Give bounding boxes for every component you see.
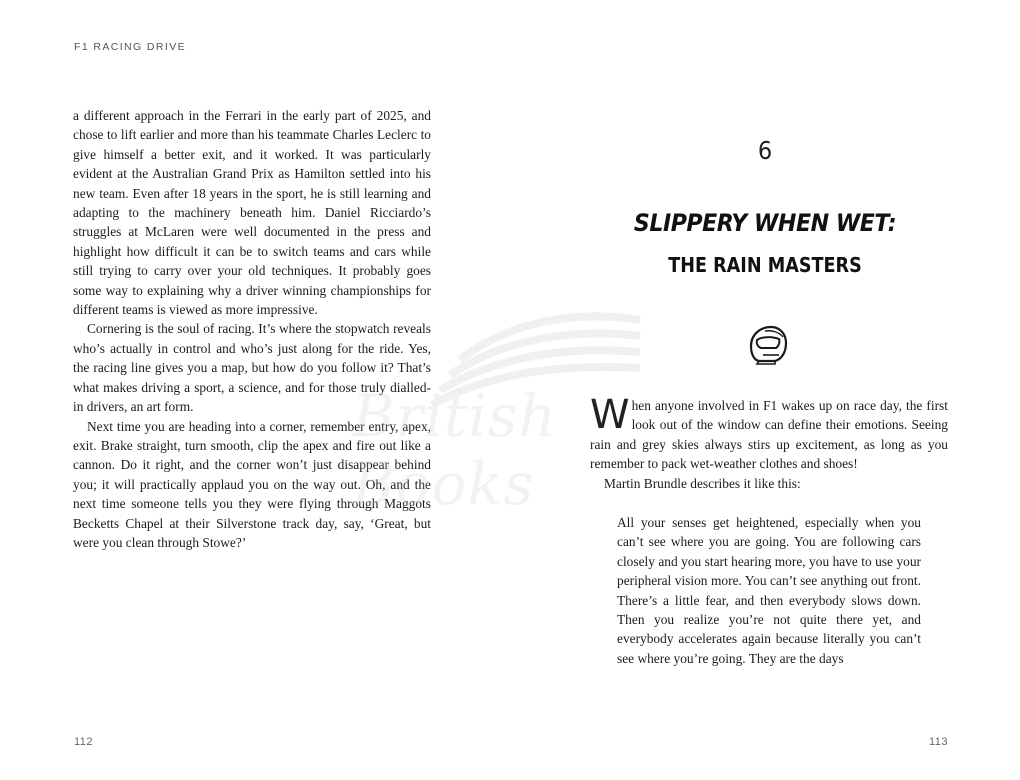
- chapter-intro: [590, 392, 948, 493]
- quote-lead-in: Martin Brundle describes it like this:: [604, 475, 801, 491]
- block-quote: [617, 513, 921, 668]
- chapter-subtitle: THE RAIN MASTERS: [668, 253, 862, 277]
- quote-text: All your senses get heightened, especially when you can’t see where you are going. You are following cars closely and you start hearing more, you have to use your peripheral vision more. You can’t see anything out front. There’s a little fear, and then everybody slows down. Then you realize you’re not quite there yet, and everybody accelerates again because literally you can’t see where you’re going. They are the days: [617, 515, 921, 666]
- page-number-right: 113: [928, 736, 948, 748]
- paragraph: Cornering is the soul of racing. It’s where the stopwatch reveals who’s actually in control and who’s just along for the ride. Yes, the racing line gives you a map, but how do you follow it? That’s what makes driving a sport, a science, and for those truly dialled-in drivers, an art form.: [73, 321, 431, 415]
- paragraph: a different approach in the Ferrari in the early part of 2025, and chose to lift earlier and more than his teammate Charles Leclerc to give himself a better exit, and it worked. It was particularly evident at the Australian Grand Prix as Hamilton settled into his new team. Even after 18 years in the sport, he is still learning and adapting to the machinery beneath him. Daniel Ricciardo’s struggles at McLaren were well documented in the press and highlight how difficult it can be to switch teams and cars while still trying to carry over your old techniques. It probably goes some way to explaining why a driver winning championships for different teams is viewed as more impressive.: [73, 108, 431, 318]
- chapter-number: 6: [757, 136, 773, 165]
- paragraph: Next time you are heading into a corner, remember entry, apex, exit. Brake straight, turn smooth, clip the apex and fire out like a cannon. Do it right, and the corner won’t just disappear behind you; it will practically applaud you on the way out. Oh, and the next time someone tells you they were flying through Maggots Becketts Chapel at their Silverstone track day, say, ‘Great, but were you clean through Stowe?’: [73, 418, 431, 550]
- watermark-text: British Books: [352, 382, 557, 518]
- page-number-left: 112: [74, 736, 94, 748]
- intro-paragraph: [590, 392, 948, 474]
- intro-text: hen anyone involved in F1 wakes up on race day, the first look out of the window can define their emotions. Seeing rain and grey skies always stirs up excitement, as long as you remember to pack wet-weather clothes and shoes!: [590, 398, 948, 472]
- left-body-text: [73, 106, 431, 552]
- running-head: F1 RACING DRIVE: [74, 41, 187, 53]
- drop-cap: W: [590, 392, 630, 438]
- chapter-title: SLIPPERY WHEN WET:: [633, 209, 897, 237]
- right-page: [510, 0, 1020, 780]
- racing-helmet-icon: [745, 322, 789, 366]
